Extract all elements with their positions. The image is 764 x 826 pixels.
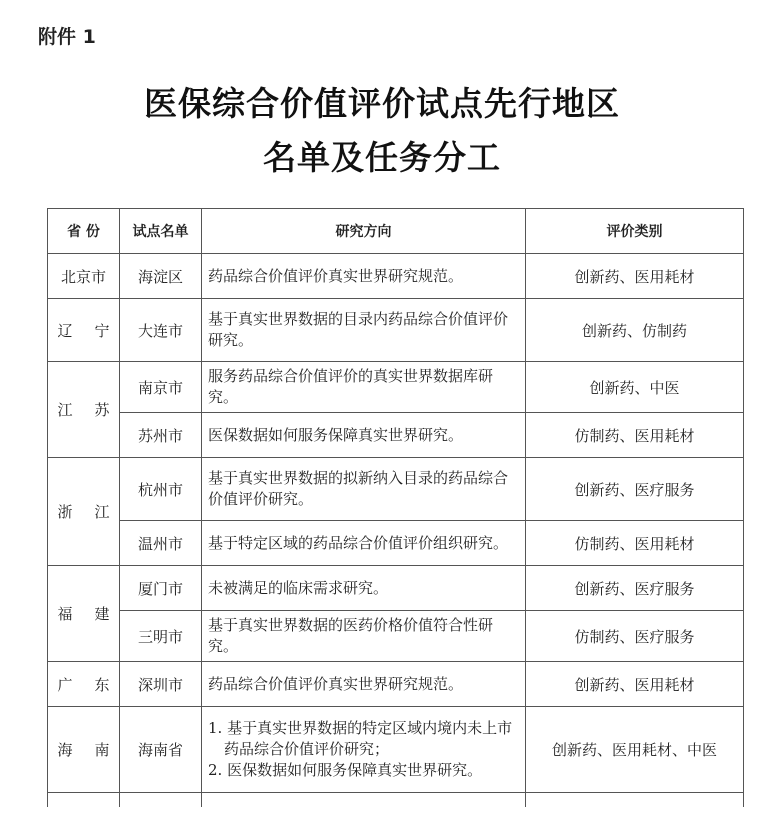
category-cell: 仿制药、医疗服务 [526, 611, 744, 662]
category-cell: 仿制药、医用耗材 [526, 413, 744, 458]
table-row [48, 662, 744, 707]
city-cell: 苏州市 [120, 413, 202, 458]
attachment-label: 附件 1 [38, 26, 96, 48]
direction-cell: 基于真实世界数据的医药价格价值符合性研究。 [202, 611, 526, 662]
empty-cell [120, 793, 202, 808]
header-city: 试点名单 [120, 209, 202, 254]
province-cell [48, 566, 120, 662]
document-title-line-2: 名单及任务分工 [263, 138, 501, 177]
direction-list-item: 1. 基于真实世界数据的特定区域内境内未上市药品综合价值评价研究； [208, 719, 513, 758]
city-cell: 杭州市 [120, 458, 202, 521]
province-char: 东 [94, 675, 110, 694]
category-cell: 创新药、医疗服务 [526, 458, 744, 521]
province-cell [48, 362, 120, 458]
province-char: 海 [57, 741, 73, 759]
header-province: 省 份 [48, 209, 120, 254]
direction-cell: 服务药品综合价值评价的真实世界数据库研究。 [202, 362, 526, 413]
city-cell: 温州市 [120, 521, 202, 566]
category-cell: 创新药、医用耗材 [526, 662, 744, 707]
province-char: 南 [94, 741, 110, 759]
city-cell: 大连市 [120, 299, 202, 362]
province-cell: 北京市 [48, 254, 120, 299]
direction-cell: 基于真实世界数据的目录内药品综合价值评价研究。 [202, 299, 526, 362]
city-cell: 南京市 [120, 362, 202, 413]
table-row-cut-off [48, 793, 744, 808]
header-category: 评价类别 [526, 209, 744, 254]
category-cell: 仿制药、医用耗材 [526, 521, 744, 566]
category-cell: 创新药、中医 [526, 362, 744, 413]
province-char: 苏 [94, 401, 110, 419]
empty-cell [48, 793, 120, 808]
table-row [48, 413, 744, 458]
direction-cell: 药品综合价值评价真实世界研究规范。 [202, 662, 526, 707]
table-row [48, 566, 744, 611]
pilot-regions-table [47, 208, 744, 807]
province-char: 宁 [94, 321, 110, 340]
province-cell [48, 299, 120, 362]
table-header-row [48, 209, 744, 254]
category-cell: 创新药、医疗服务 [526, 566, 744, 611]
table-row [48, 254, 744, 299]
province-char: 江 [57, 401, 73, 419]
category-cell: 创新药、医用耗材、中医 [526, 707, 744, 793]
table-row [48, 299, 744, 362]
document-title-line-1: 医保综合价值评价试点先行地区 [144, 84, 620, 123]
direction-list-item: 2. 医保数据如何服务保障真实世界研究。 [208, 761, 483, 779]
direction-cell [202, 707, 526, 793]
province-cell [48, 707, 120, 793]
table-row [48, 707, 744, 793]
city-cell: 三明市 [120, 611, 202, 662]
province-char: 浙 [57, 503, 73, 521]
category-cell: 创新药、仿制药 [526, 299, 744, 362]
direction-cell: 医保数据如何服务保障真实世界研究。 [202, 413, 526, 458]
province-char: 广 [57, 675, 73, 694]
direction-cell: 未被满足的临床需求研究。 [202, 566, 526, 611]
city-cell: 海淀区 [120, 254, 202, 299]
category-cell: 创新药、医用耗材 [526, 254, 744, 299]
province-cell [48, 458, 120, 566]
city-cell: 深圳市 [120, 662, 202, 707]
direction-list [208, 718, 519, 781]
direction-cell: 药品综合价值评价真实世界研究规范。 [202, 254, 526, 299]
province-cell [48, 662, 120, 707]
province-char: 福 [57, 605, 73, 623]
direction-cell: 基于真实世界数据的拟新纳入目录的药品综合价值评价研究。 [202, 458, 526, 521]
province-char: 建 [94, 605, 110, 623]
empty-cell [526, 793, 744, 808]
table-row [48, 458, 744, 521]
city-cell: 海南省 [120, 707, 202, 793]
city-cell: 厦门市 [120, 566, 202, 611]
header-direction: 研究方向 [202, 209, 526, 254]
province-char: 辽 [57, 321, 73, 340]
table-row [48, 611, 744, 662]
table-row [48, 521, 744, 566]
province-char: 江 [94, 503, 110, 521]
direction-cell: 基于特定区域的药品综合价值评价组织研究。 [202, 521, 526, 566]
empty-cell [202, 793, 526, 808]
table-row [48, 362, 744, 413]
